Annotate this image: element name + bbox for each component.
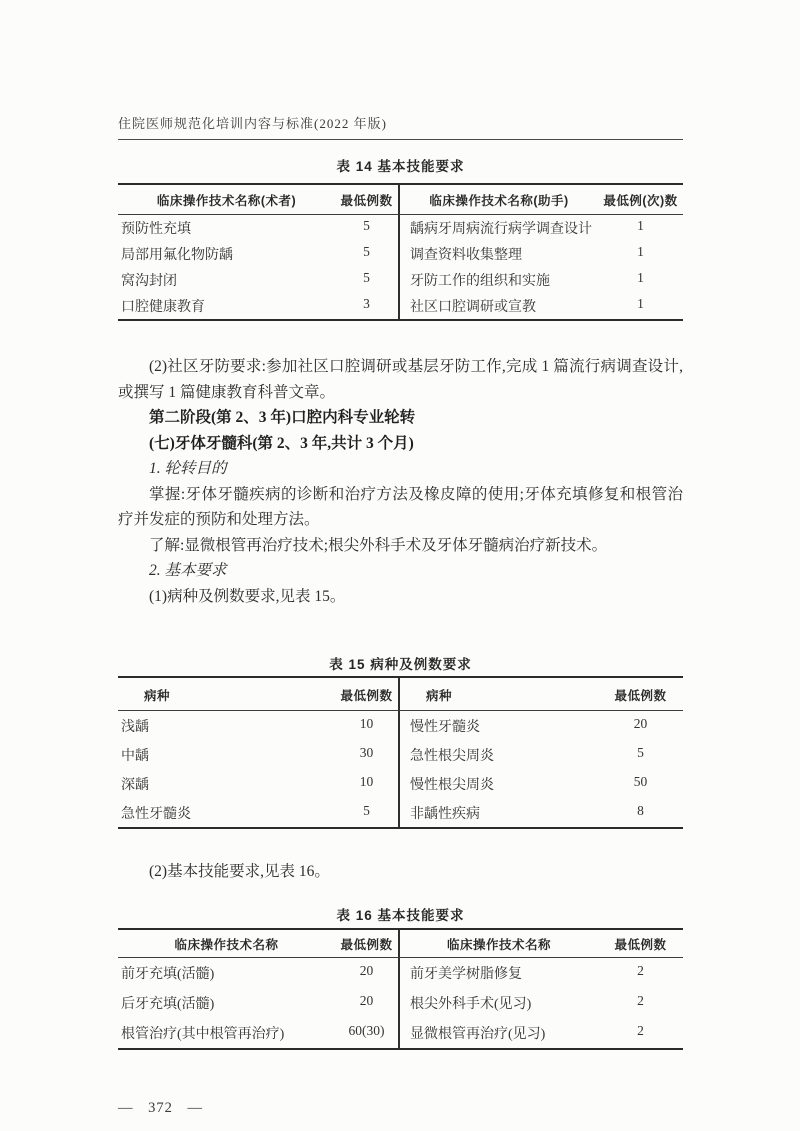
- table-cell: 慢性根尖周炎: [398, 769, 598, 798]
- para-master: 掌握:牙体牙髓疾病的诊断和治疗方法及橡皮障的使用;牙体充填修复和根管治疗并发症的预防和处理方法。: [118, 485, 683, 528]
- table-cell: 50: [633, 773, 648, 789]
- table15-header-disease-left: 病种: [118, 678, 335, 711]
- table-cell: 龋病牙周病流行病学调查设计: [398, 215, 598, 241]
- table-cell: 1: [637, 270, 644, 285]
- para-community-dental: (2)社区牙防要求:参加社区口腔调研或基层牙防工作,完成 1 篇流行病调查设计,或撰写 1 篇健康教育科普文章。: [118, 358, 683, 401]
- table16-title: 表 16 基本技能要求: [336, 907, 465, 923]
- table16-header-technique-right: 临床操作技术名称: [398, 930, 598, 958]
- table14: [118, 183, 683, 321]
- table-cell: 急性牙髓炎: [121, 806, 191, 822]
- table-cell: 牙防工作的组织和实施: [398, 267, 598, 293]
- table-cell: 深龋: [121, 777, 149, 793]
- table-cell: 非龋性疾病: [398, 798, 598, 827]
- table-cell: 2: [637, 962, 644, 978]
- table-cell: 5: [363, 218, 370, 233]
- table-cell: 20: [359, 992, 374, 1008]
- item-basic-requirements: 2. 基本要求: [149, 562, 227, 579]
- table15-header-min-cases-right: 最低例数: [598, 678, 683, 711]
- para-understand: 了解:显微根管再治疗技术;根尖外科手术及牙体牙髓病治疗新技术。: [149, 536, 608, 554]
- table15-header-disease-right: 病种: [398, 678, 598, 711]
- table14-header-assistant: 临床操作技术名称(助手): [398, 185, 598, 215]
- table-cell: 5: [363, 244, 370, 259]
- table16-header-min-cases-right: 最低例数: [598, 930, 683, 958]
- table-cell: 3: [363, 296, 370, 311]
- table-cell: 2: [637, 1022, 644, 1038]
- table-cell: 10: [359, 715, 374, 731]
- table-cell: 根尖外科手术(见习): [398, 988, 598, 1018]
- table14-header-min-cases-left: 最低例数: [335, 185, 398, 215]
- table14-title: 表 14 基本技能要求: [336, 159, 465, 174]
- running-head: [118, 0, 683, 140]
- table-cell: 前牙充填(活髓): [121, 966, 215, 982]
- table-cell: 窝沟封闭: [121, 274, 177, 289]
- table-cell: 口腔健康教育: [121, 300, 205, 315]
- table-cell: 30: [359, 744, 374, 760]
- para-table15-ref: (1)病种及例数要求,见表 15。: [149, 587, 346, 605]
- table-cell: 60(30): [348, 1022, 385, 1038]
- table-cell: 根管治疗(其中根管再治疗): [121, 1026, 285, 1042]
- table-cell: 20: [633, 715, 648, 731]
- table-cell: 前牙美学树脂修复: [398, 958, 598, 988]
- heading-stage2: 第二阶段(第 2、3 年)口腔内科专业轮转: [149, 409, 416, 426]
- table-cell: 调查资料收集整理: [398, 241, 598, 267]
- table-cell: 急性根尖周炎: [398, 740, 598, 769]
- heading-section7: (七)牙体牙髓科(第 2、3 年,共计 3 个月): [149, 434, 414, 452]
- table-cell: 中龋: [121, 748, 149, 764]
- table-cell: 局部用氟化物防龋: [121, 248, 233, 263]
- table-cell: 1: [637, 244, 644, 259]
- table-cell: 5: [637, 744, 644, 760]
- page-content: [118, 0, 683, 1117]
- table-cell: 显微根管再治疗(见习): [398, 1018, 598, 1048]
- table15-header-min-cases-left: 最低例数: [335, 678, 398, 711]
- table-cell: 预防性充填: [121, 222, 191, 237]
- table14-header-min-cases-right: 最低例(次)数: [598, 185, 683, 215]
- table16-header-technique-left: 临床操作技术名称: [118, 930, 335, 958]
- table16-header-min-cases-left: 最低例数: [335, 930, 398, 958]
- table15-title: 表 15 病种及例数要求: [329, 657, 472, 672]
- body-text-block: [118, 354, 683, 609]
- page-number: — 372 —: [118, 1099, 203, 1116]
- table-cell: 慢性牙髓炎: [398, 711, 598, 740]
- table14-header-operator: 临床操作技术名称(术者): [118, 185, 335, 215]
- table-cell: 社区口腔调研或宣教: [398, 293, 598, 319]
- table-cell: 浅龋: [121, 719, 149, 735]
- table-cell: 1: [637, 296, 644, 311]
- table-cell: 20: [359, 962, 374, 978]
- table-cell: 2: [637, 992, 644, 1008]
- table-cell: 5: [363, 802, 370, 818]
- table16: [118, 928, 683, 1050]
- table15: [118, 676, 683, 829]
- table-cell: 5: [363, 270, 370, 285]
- table-cell: 8: [637, 802, 644, 818]
- item-rotation-purpose: 1. 轮转目的: [149, 460, 227, 477]
- table-cell: 后牙充填(活髓): [121, 996, 215, 1012]
- running-head-title: 住院医师规范化培训内容与标准(2022 年版): [118, 116, 387, 131]
- table-cell: 10: [359, 773, 374, 789]
- table-cell: 1: [637, 218, 644, 233]
- para-table16-ref: (2)基本技能要求,见表 16。: [149, 863, 330, 880]
